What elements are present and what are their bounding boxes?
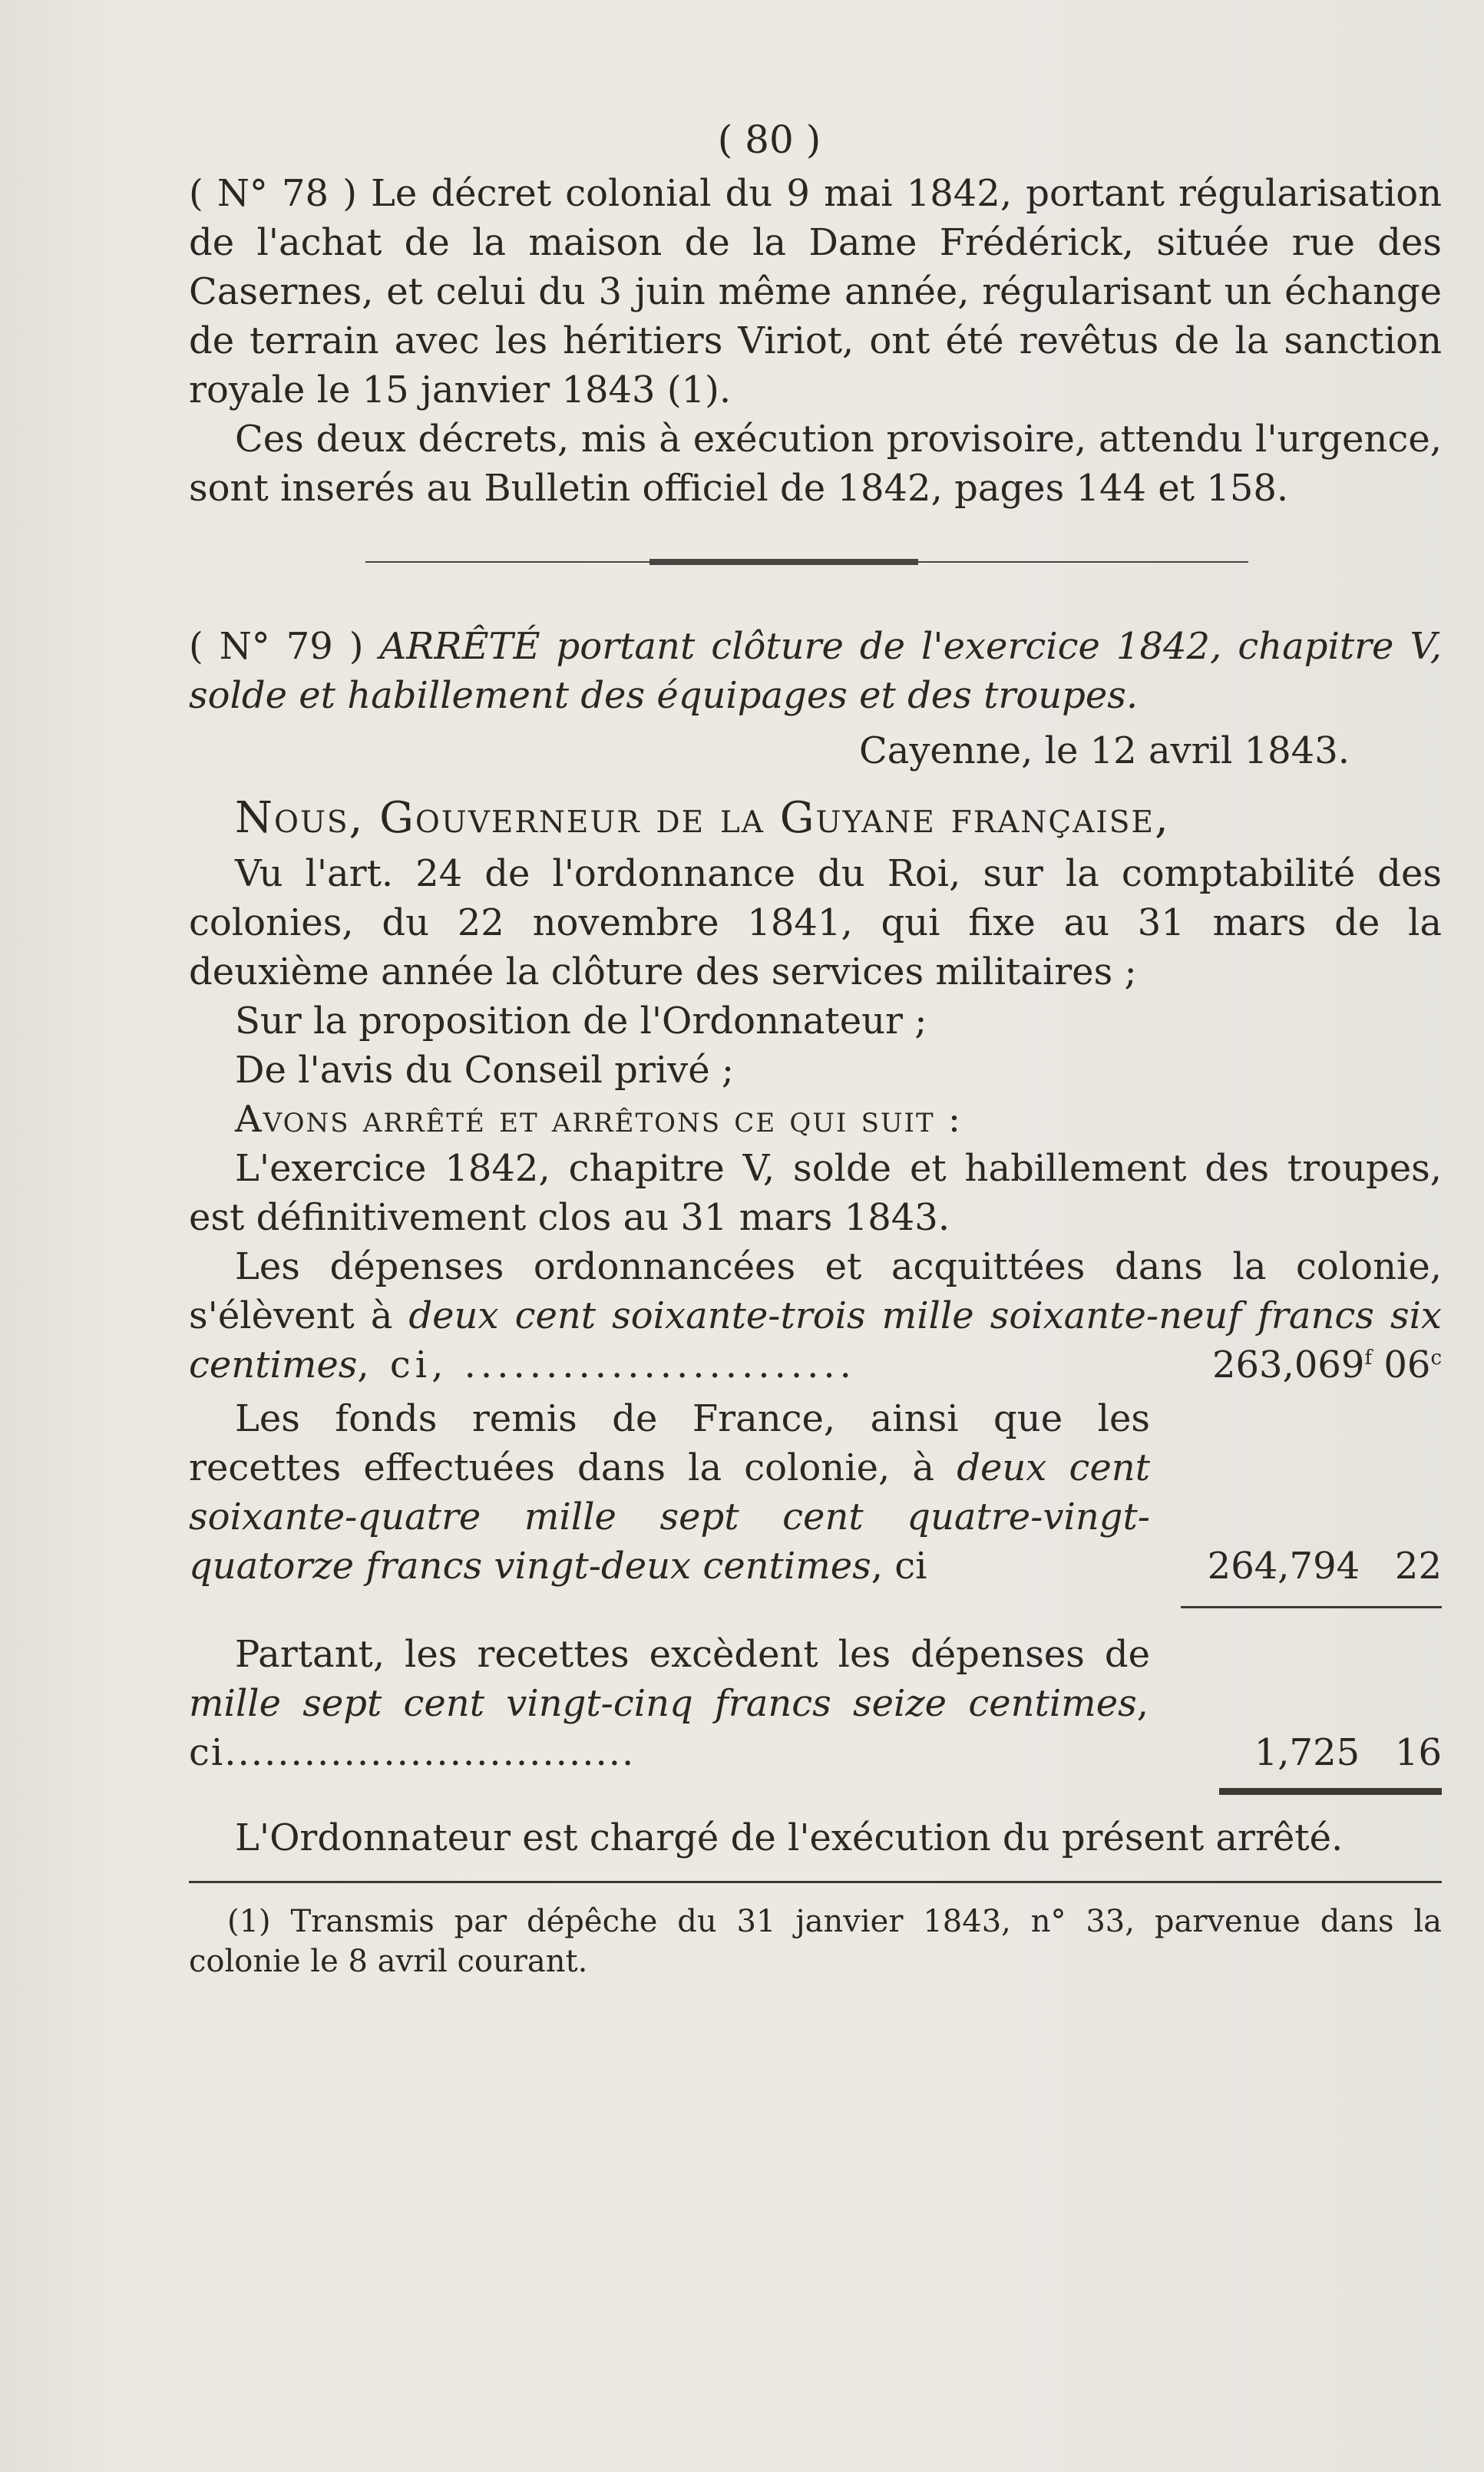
depenses-amount: 263,069 [1211,1343,1365,1386]
depenses-ci: , ci, ........................ [357,1343,856,1386]
footnote: (1) Transmis par dépêche du 31 janvier 1843, n° 33, parvenue dans la colonie le 8 avril courant. [189,1904,1442,1979]
entry-78-paragraph: ( N° 78 ) Le décret colonial du 9 mai 1842, portant régularisation de l'achat de la maison de la Dame Frédérick, située rue des Casernes, et celui du 3 juin même année, régularisant un échange de terrain avec les héritiers Viriot, ont été revêtus de la sanction royale le 15 janvier 1843 (1). [189,172,1442,411]
entry-79-vu: Vu l'art. 24 de l'ordonnance du Roi, sur la comptabilité des colonies, du 22 novembre 1841, qui fixe au 31 mars de la deuxième année la clôture des services militaires ; [189,852,1442,993]
depenses-c: c [1430,1347,1442,1370]
depenses-text-italic: deux cent soixante-trois mille soixante-neuf francs six centimes [189,1294,1442,1386]
depenses-text: Les dépenses ordonnancées et acquittées dans la colonie, s'élèvent à [189,1245,1442,1337]
entry-79-sur: Sur la proposition de l'Ordonnateur ; [235,1000,927,1043]
fonds-ci: , ci [871,1545,927,1588]
entry-78-paragraph-2: Ces deux décrets, mis à exécution provisoire, attendu l'urgence, sont inserés au Bulletin officiel de 1842, pages 144 et 158. [189,418,1442,510]
sum-line [1181,1606,1442,1608]
fonds-paragraph [189,1394,1181,1591]
entry-79-heading: Nous, Gouverneur de la Guyane française, [235,793,1170,843]
fonds-row [189,1394,1442,1591]
entry-79-avis: De l'avis du Conseil privé ; [235,1049,735,1092]
fonds-amount: 264,794 22 [1207,1545,1442,1588]
entry-79-article: L'exercice 1842, chapitre V, solde et habillement des troupes, est définitivement clos au 31 mars 1843. [189,1147,1442,1239]
entry-79-avons: Avons arrêté et arrêtons ce qui suit : [235,1098,963,1141]
partant-amount: 1,725 16 [1254,1731,1442,1774]
partant-ci: , ci............................... [189,1682,1150,1774]
fonds-text: Les fonds remis de France, ainsi que les recettes effectuées dans la colonie, à [189,1397,1150,1489]
partant-text-italic: mille sept cent vingt-cinq francs seize centimes [189,1682,1137,1725]
text-column [189,115,1442,1981]
partant-row [189,1630,1442,1777]
depenses-amount-wrap [1166,1340,1442,1390]
fonds-text-italic: deux cent soixante-quatre mille sept cent quatre-vingt-quatorze francs vingt-deux centimes [189,1446,1151,1588]
depenses-paragraph [189,1242,1442,1390]
entry-79-number: ( N° 79 ) [189,625,364,668]
entry-79-closing: L'Ordonnateur est chargé de l'exécution du présent arrêté. [235,1816,1344,1859]
section-separator [189,556,1442,568]
entry-79-title-text: ARRÊTÉ portant clôture de l'exercice 1842, chapitre V, solde et habillement des équipages et des troupes. [189,625,1442,717]
page-number: ( 80 ) [717,117,821,162]
depenses-f: f [1364,1347,1373,1370]
depenses-cents: 06 [1372,1343,1431,1386]
sum-thick-line [1219,1788,1442,1795]
entry-79-date: Cayenne, le 12 avril 1843. [858,729,1350,772]
partant-paragraph [189,1630,1181,1777]
entry-79-title [189,622,1442,720]
footnote-rule [189,1881,1442,1883]
partant-text: Partant, les recettes excèdent les dépenses de [235,1633,1150,1676]
